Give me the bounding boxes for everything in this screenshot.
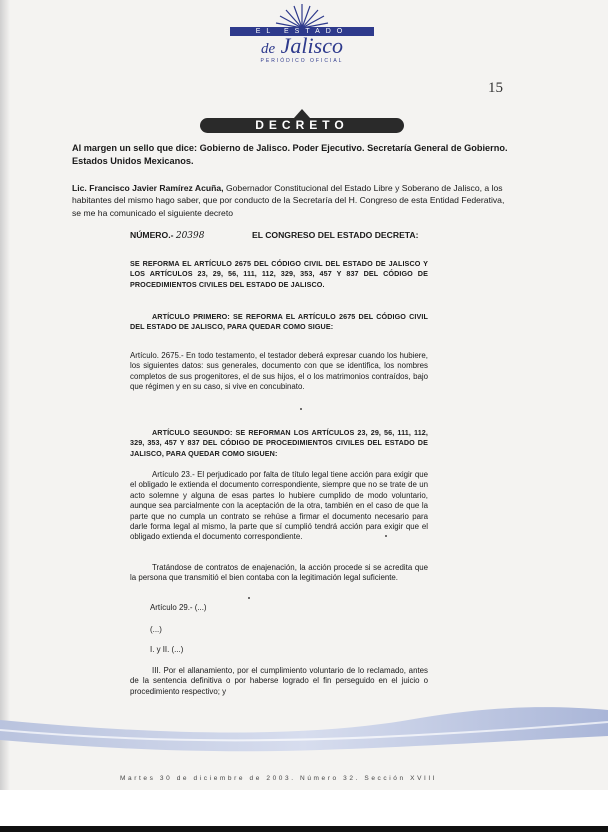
article-2675: Artículo. 2675.- En todo testamento, el testador deberá expresar cuando los hubiere, los siguientes datos: sus generales, documento con que se identifica, los nombres completos de sus progenitores, el de sus hijos, el o los matrimonios contraídos, bajo que régimen y en su caso, si vive en concubinato. <box>130 351 428 392</box>
margin-note: Al margen un sello que dice: Gobierno de Jalisco. Poder Ejecutivo. Secretaría General de Gobierno. Estados Unidos Mexicanos. <box>72 143 508 166</box>
decorative-wave-band <box>0 700 608 760</box>
reform-summary: SE REFORMA EL ARTÍCULO 2675 DEL CÓDIGO CIVIL DEL ESTADO DE JALISCO Y LOS ARTÍCULOS 23, 29, 56, 111, 112, 329, 353, 457 Y 837 DEL CÓDIGO DE PROCEDIMIENTOS CIVILES DEL ESTADO DE JALISCO. <box>130 259 428 289</box>
enajenacion-paragraph: Tratándose de contratos de enajenación, la acción procede si se acredita que la persona que transmitió el bien contaba con la legitimación legal suficiente. <box>130 563 428 583</box>
sunburst-icon <box>272 2 332 28</box>
article-segundo-heading: ARTÍCULO SEGUNDO: SE REFORMAN LOS ARTÍCULOS 23, 29, 56, 111, 112, 329, 353, 457 Y 837 DEL CÓDIGO DE PROCEDIMIENTOS CIVILES DEL ESTADO DE JALISCO, PARA QUEDAR COMO SIGUEN: <box>130 428 428 458</box>
page-edge-shadow <box>0 0 10 790</box>
masthead-title-name: Jalisco <box>280 33 343 58</box>
intro-text: Gobernador Constitucional del Estado Libre y Soberano de Jalisco, a los habitantes del mismo hago saber, que por conducto de la Secretaría del H. Congreso de esta Entidad Federativa, se me ha comunicado el siguiente decreto <box>72 183 505 218</box>
masthead-logo <box>222 2 382 66</box>
issue-footer: Martes 30 de diciembre de 2003. Número 32. Sección XVIII <box>120 775 438 782</box>
decree-banner: DECRETO <box>200 118 404 133</box>
print-speck <box>300 408 302 410</box>
congress-decrees: EL CONGRESO DEL ESTADO DECRETA: <box>252 230 419 240</box>
decree-number-label: NÚMERO.- <box>130 230 174 240</box>
decree-number-value: 20398 <box>175 231 205 241</box>
print-speck <box>248 597 250 599</box>
banner-tip <box>294 109 310 118</box>
masthead-band: EL ESTADO <box>230 27 374 36</box>
masthead-title-prefix: de <box>261 41 276 57</box>
ellipsis-line: (...) <box>150 625 162 634</box>
article-23: Artículo 23.- El perjudicado por falta de título legal tiene acción para exigir que el obligado le extienda el documento correspondiente, siempre que no se trate de un acto solemne y alguna de esas partes lo hubiere cumplido de modo voluntario, aunque sea parcialmente con la aceptación de la otra, también en el caso de que la parte que no cumpla un contrato se rehúse a firmar el documento necesario para darle forma legal al mismo, la parte que sí cumplió tendrá acción para exigir que el obligado extienda el documento correspondiente. <box>130 470 428 542</box>
signer-name: Lic. Francisco Javier Ramírez Acuña, <box>72 183 224 193</box>
article-primero-heading: ARTÍCULO PRIMERO: SE REFORMA EL ARTÍCULO 2675 DEL CÓDIGO CIVIL DEL ESTADO DE JALISCO, PARA QUEDAR COMO SIGUE: <box>130 312 428 332</box>
fractions-i-ii: I. y II. (...) <box>150 645 184 654</box>
masthead-title <box>222 33 382 59</box>
intro-paragraph <box>72 182 508 219</box>
print-speck <box>385 535 387 537</box>
page-number: 15 <box>488 80 503 96</box>
decree-number <box>130 230 204 241</box>
masthead-tagline: PERIÓDICO OFICIAL <box>260 58 344 64</box>
article-29: Artículo 29.- (...) <box>150 603 207 612</box>
scan-edge-bar <box>0 826 608 832</box>
fraction-iii: III. Por el allanamiento, por el cumplimiento voluntario de lo reclamado, antes de la sentencia definitiva o por haberse logrado el fin perseguido en el juicio o procedimiento respectivo; y <box>130 666 428 696</box>
